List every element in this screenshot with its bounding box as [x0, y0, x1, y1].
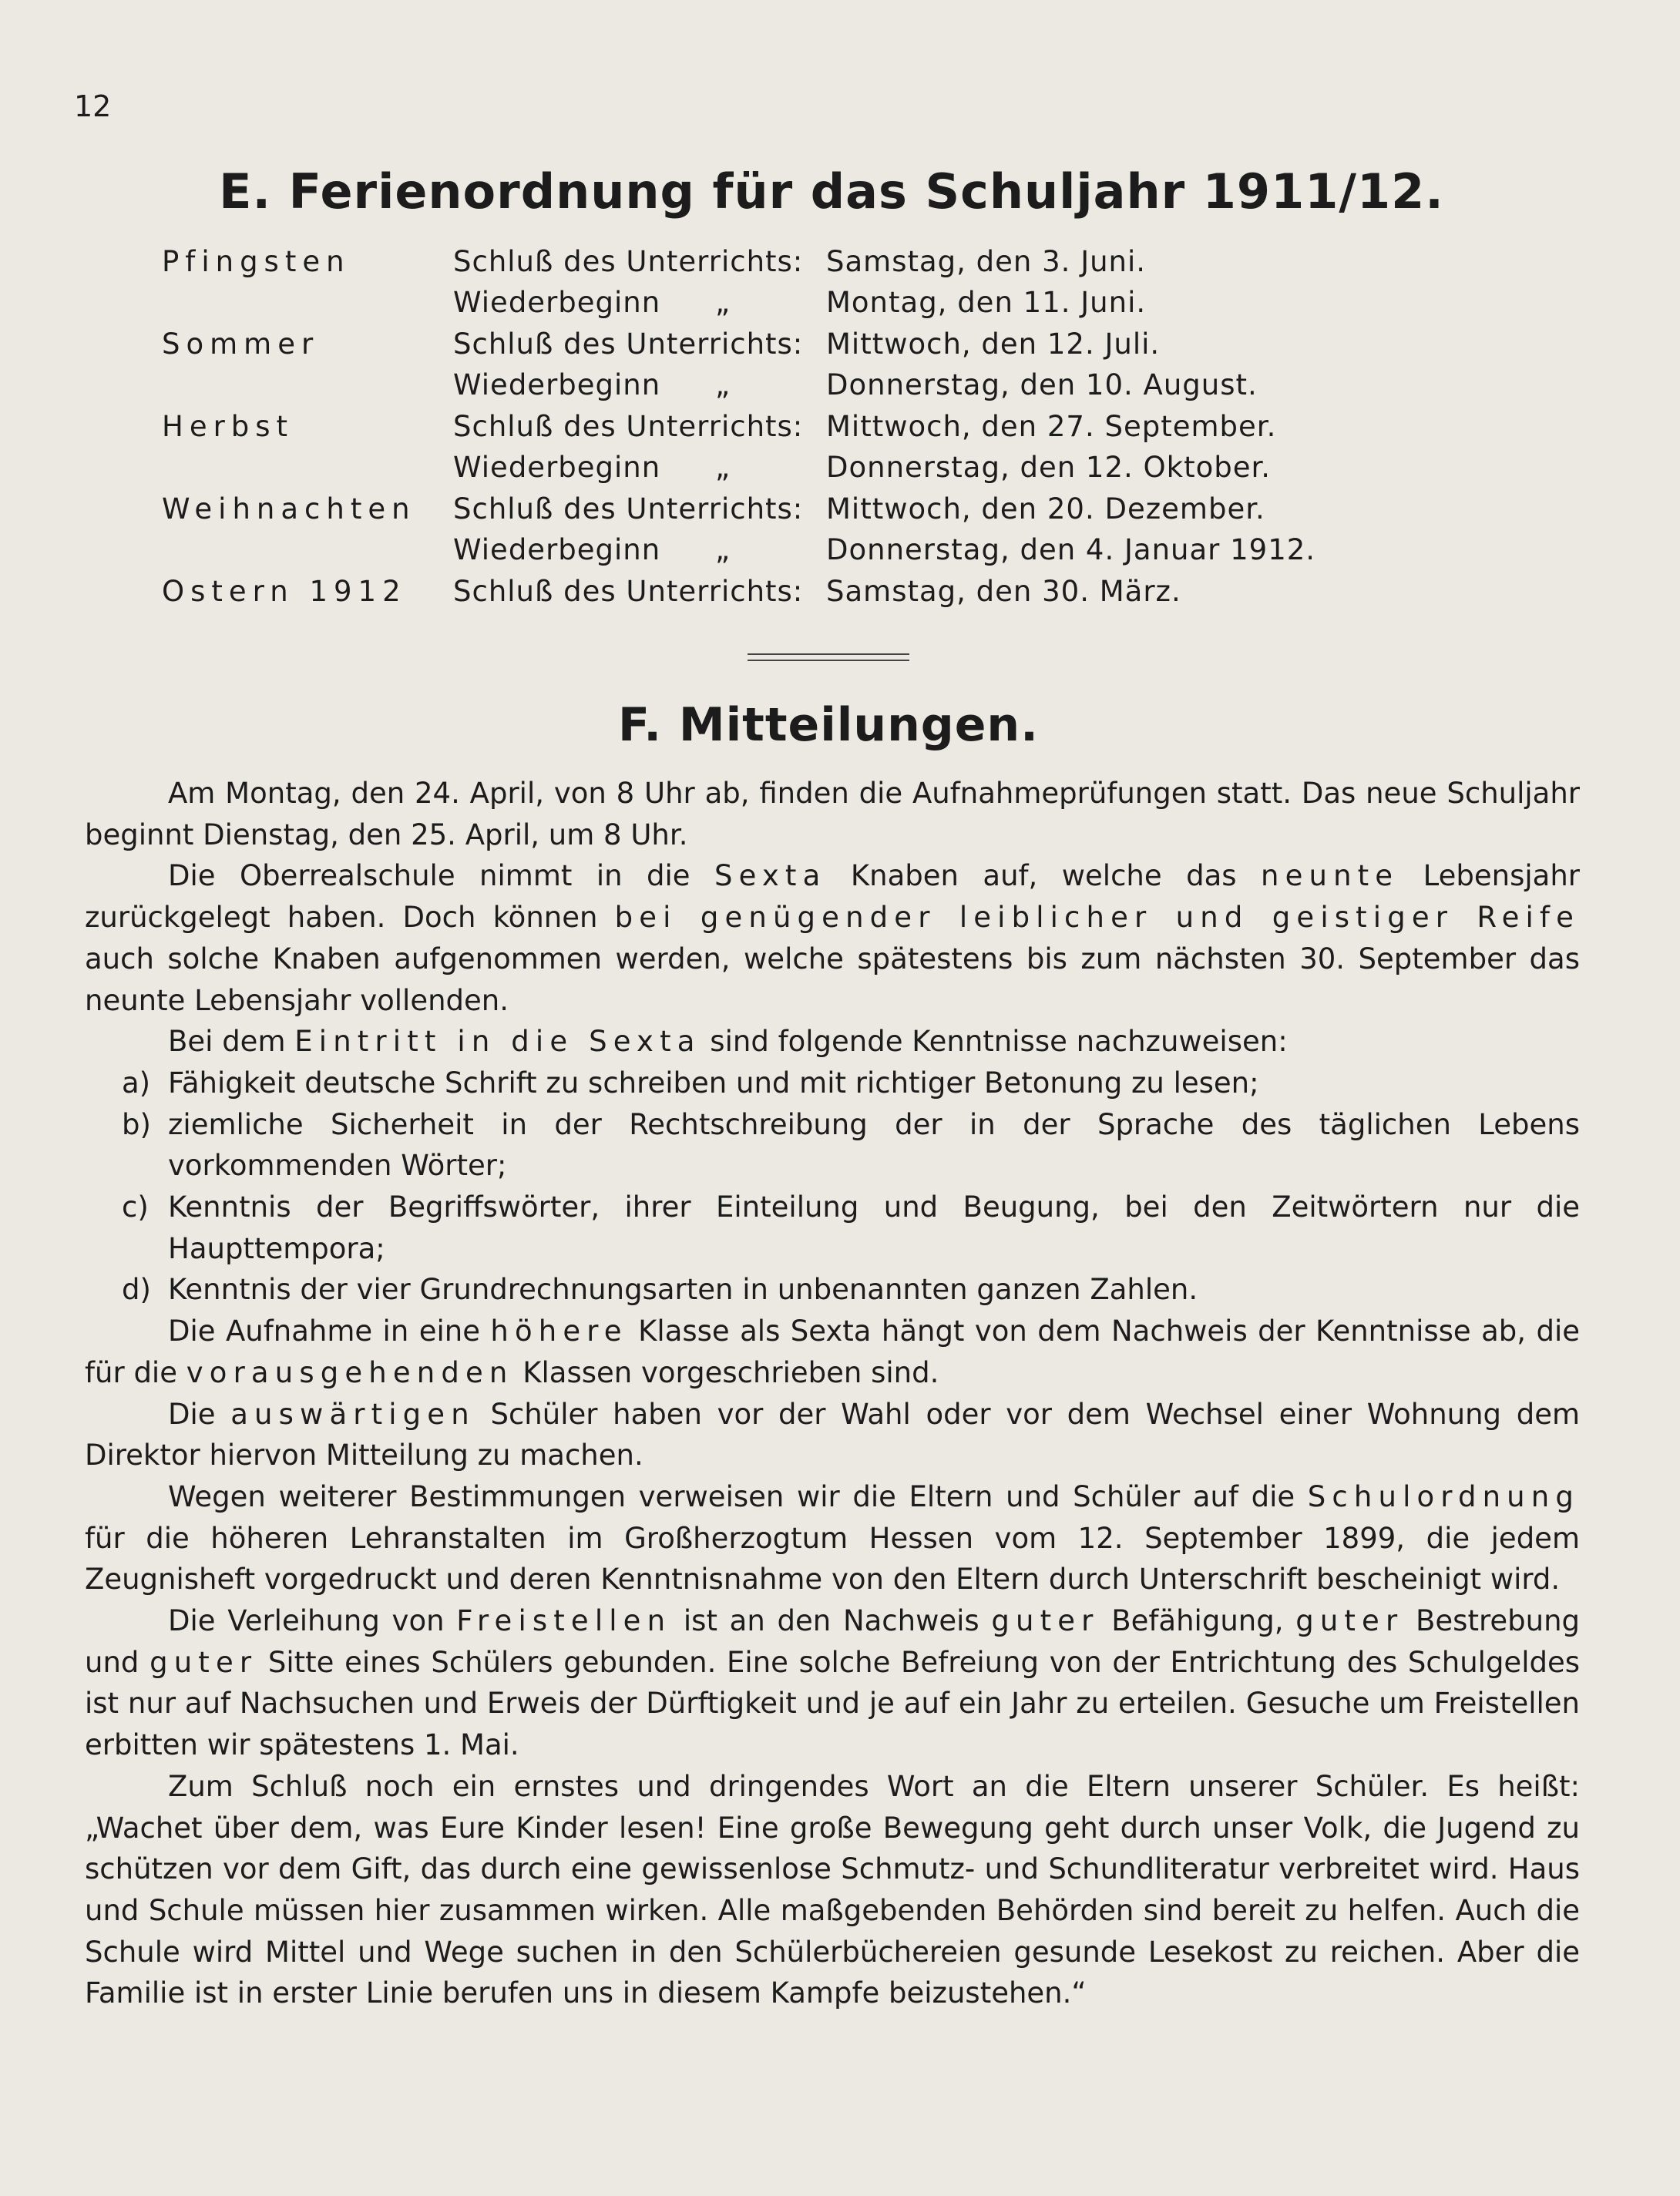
holiday-date: Donnerstag, den 12. Oktober.	[826, 451, 1272, 484]
list-marker: c)	[122, 1190, 149, 1224]
holiday-date: Samstag, den 3. Juni.	[826, 245, 1147, 278]
holiday-row	[0, 451, 1680, 491]
holiday-label: Sommer	[162, 327, 320, 361]
list-marker: d)	[122, 1273, 151, 1307]
paragraph-admission-exam: Am Montag, den 24. April, von 8 Uhr ab, finden die Aufnahmeprüfungen statt. Das neue Schuljahr beginnt Dienstag, den 25. April, um 8 Uhr.	[85, 777, 1580, 851]
holiday-row	[0, 368, 1680, 408]
holiday-row	[0, 575, 1680, 615]
holiday-date: Mittwoch, den 20. Dezember.	[826, 492, 1265, 525]
holiday-event: Schluß des Unterrichts:	[453, 410, 804, 443]
holiday-row	[0, 492, 1680, 532]
section-divider	[748, 653, 909, 655]
announcements-body	[85, 773, 1580, 2014]
holiday-date: Montag, den 11. Juni.	[826, 286, 1147, 319]
holiday-label: Herbst	[162, 410, 294, 443]
paragraph-higher-class: Die Aufnahme in eine höhere Klasse als Sexta hängt von dem Nachweis der Kenntnisse ab, die für die vorausgehenden Klassen vorgeschrieben sind.	[85, 1315, 1580, 1389]
section-e-heading: E. Ferienordnung für das Schuljahr 1911/12.	[219, 163, 1444, 220]
holiday-event: Schluß des Unterrichts:	[453, 327, 804, 361]
section-f-heading: F. Mitteilungen.	[618, 698, 1039, 752]
requirement-item: c) Kenntnis der Begriffswörter, ihrer Einteilung und Beugung, bei den Zeitwörtern nur die Haupttempora;	[85, 1187, 1580, 1269]
ditto-mark: „	[715, 368, 731, 401]
paragraph-requirements-intro: Bei dem Eintritt in die Sexta sind folgende Kenntnisse nachzuweisen:	[168, 1025, 1288, 1059]
ditto-mark: „	[715, 533, 731, 566]
holiday-label: Weihnachten	[162, 492, 416, 525]
paragraph-school-regulations: Wegen weiterer Bestimmungen verweisen wir die Eltern und Schüler auf die Schulordnung für die höheren Lehranstalten im Großherzogtum Hessen vom 12. September 1899, die jedem Zeugnisheft vorgedruckt und deren Kenntnisnahme von den Eltern durch Unterschrift bescheinigt wird.	[85, 1479, 1580, 1597]
holiday-row	[0, 286, 1680, 326]
holiday-event: Wiederbeginn	[453, 533, 661, 566]
holiday-event: Wiederbeginn	[453, 368, 661, 401]
section-divider	[748, 660, 909, 661]
paragraph-external-students: Die auswärtigen Schüler haben vor der Wahl oder vor dem Wechsel einer Wohnung dem Direktor hiervon Mitteilung zu machen.	[85, 1397, 1581, 1472]
holiday-row	[0, 327, 1680, 368]
ditto-mark: „	[715, 451, 731, 484]
requirement-item: d) Kenntnis der vier Grundrechnungsarten in unbenannten ganzen Zahlen.	[85, 1269, 1580, 1311]
holiday-row	[0, 410, 1680, 450]
holiday-row	[0, 533, 1680, 573]
holiday-date: Mittwoch, den 12. Juli.	[826, 327, 1161, 361]
holiday-row	[0, 245, 1680, 285]
holiday-date: Donnerstag, den 10. August.	[826, 368, 1258, 401]
holiday-event: Schluß des Unterrichts:	[453, 492, 804, 525]
holiday-label: Pfingsten	[162, 245, 351, 278]
holiday-event: Schluß des Unterrichts:	[453, 575, 804, 608]
holiday-event: Wiederbeginn	[453, 451, 661, 484]
holiday-date: Mittwoch, den 27. September.	[826, 410, 1277, 443]
holiday-event: Wiederbeginn	[453, 286, 661, 319]
paragraph-admission-age: Die Oberrealschule nimmt in die Sexta Knaben auf, welche das neunte Lebensjahr zurückgelegt haben. Doch können bei genügender leiblicher und geistiger Reife auch solche Knaben aufgenommen werden, welche spätestens bis zum nächsten 30. September das neunte Lebensjahr vollenden.	[85, 859, 1580, 1017]
requirement-item: b) ziemliche Sicherheit in der Rechtschreibung der in der Sprache des täglichen Lebens vorkommenden Wörter;	[85, 1104, 1580, 1187]
holiday-date: Samstag, den 30. März.	[826, 575, 1181, 608]
paragraph-free-places: Die Verleihung von Freistellen ist an den Nachweis guter Befähigung, guter Bestrebung und guter Sitte eines Schülers gebunden. Eine solche Befreiung von der Entrichtung des Schulgeldes ist nur auf Nachsuchen und Erweis der Dürftigkeit und je auf ein Jahr zu erteilen. Gesuche um Freistellen erbitten wir spätestens 1. Mai.	[85, 1604, 1581, 1762]
holiday-event: Schluß des Unterrichts:	[453, 245, 804, 278]
holiday-label: Ostern 1912	[162, 575, 407, 608]
requirement-item: a) Fähigkeit deutsche Schrift zu schreiben und mit richtiger Betonung zu lesen;	[85, 1063, 1580, 1104]
list-marker: a)	[122, 1066, 151, 1100]
holiday-date: Donnerstag, den 4. Januar 1912.	[826, 533, 1316, 566]
paragraph-closing-appeal: Zum Schluß noch ein ernstes und dringendes Wort an die Eltern unserer Schüler. Es heißt: „Wachet über dem, was Eure Kinder lesen! Eine große Bewegung geht durch unser Volk, die Jugend zu schützen vor dem Gift, das durch eine gewissenlose Schmutz- und Schundliteratur verbreitet wird. Haus und Schule müssen hier zusammen wirken. Alle maßgebenden Behörden sind bereit zu helfen. Auch die Schule wird Mittel und Wege suchen in den Schülerbüchereien gesunde Lesekost zu reichen. Aber die Familie ist in erster Linie berufen uns in diesem Kampfe beizustehen.“	[85, 1769, 1580, 2010]
ditto-mark: „	[715, 286, 731, 319]
list-marker: b)	[122, 1107, 151, 1141]
page-number: 12	[74, 89, 112, 123]
